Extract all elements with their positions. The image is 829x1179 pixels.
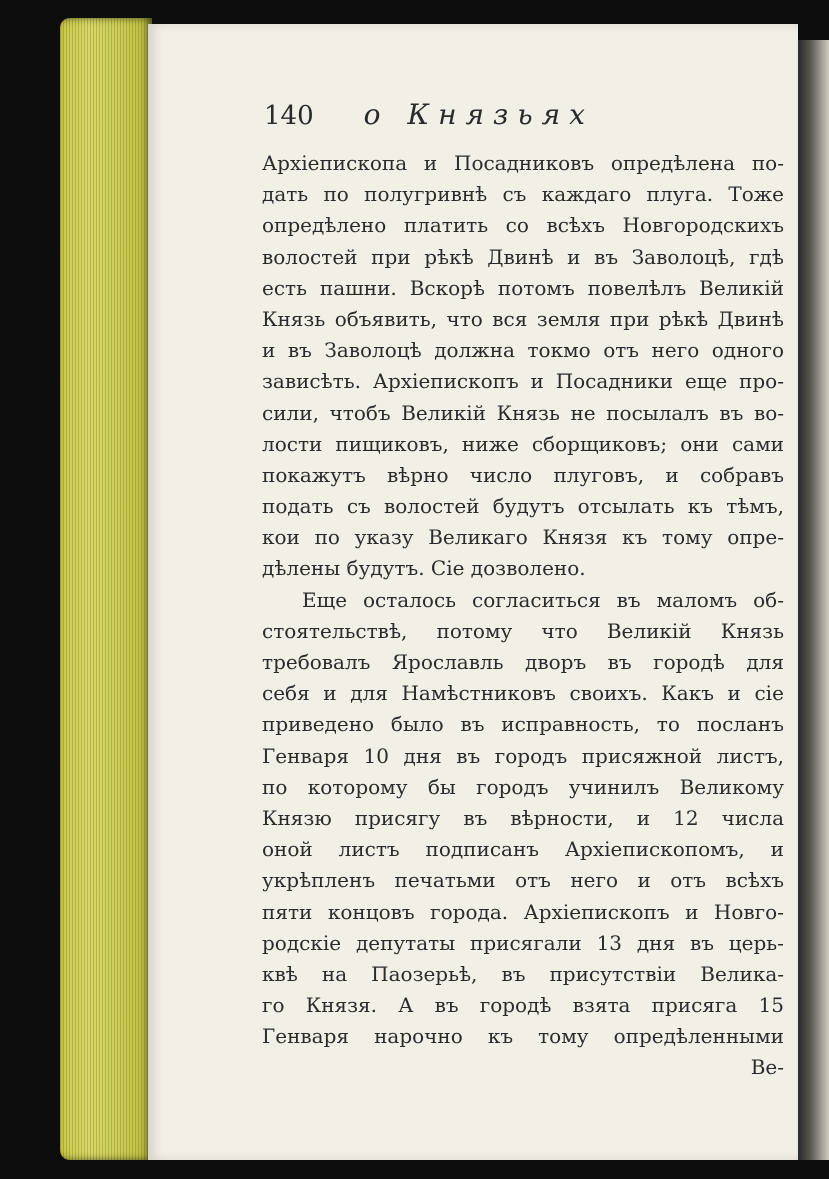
text-line: волостей при рѣкѣ Двинѣ и въ Заволоцѣ, гдѣ bbox=[262, 244, 784, 269]
text-line: оной листъ подписанъ Архiепископомъ, и bbox=[262, 837, 784, 862]
page-number: 140 bbox=[264, 101, 314, 131]
running-head: о Князьях bbox=[363, 98, 594, 131]
text-line: себя и для Намѣстниковъ своихъ. Какъ и сiе bbox=[262, 681, 784, 706]
text-line: дать по полугривнѣ съ каждаго плуга. Тоже bbox=[262, 182, 784, 207]
text-line: Еще осталось согласиться въ маломъ об- bbox=[302, 587, 784, 612]
text-line: приведено было въ исправность, то посланъ bbox=[262, 712, 784, 737]
text-line: подать съ волостей будутъ отсылать къ тѣмъ, bbox=[262, 494, 784, 519]
text-line: дѣлены будутъ. Сiе дозволено. bbox=[262, 556, 586, 581]
text-line: го Князя. А въ городѣ взята присяга 15 bbox=[262, 993, 784, 1018]
text-line: Князю присягу въ вѣрности, и 12 числа bbox=[262, 805, 784, 830]
text-line: опредѣлено платить со всѣхъ Новгородскихъ bbox=[262, 213, 784, 238]
text-line: зависѣть. Архiепископъ и Посадники еще про- bbox=[262, 369, 784, 394]
text-line: требовалъ Ярославль дворъ въ городѣ для bbox=[262, 650, 784, 674]
text-line: и въ Заволоцѣ должна токмо отъ него одного bbox=[262, 338, 784, 363]
text-line: кои по указу Великаго Князя къ тому опре- bbox=[262, 525, 784, 550]
body-text bbox=[262, 148, 784, 1084]
page-header bbox=[264, 98, 694, 131]
text-line: пяти концовъ города. Архiепископъ и Новго- bbox=[262, 899, 784, 924]
book-page-edges bbox=[60, 18, 152, 1160]
text-line: есть пашни. Вскорѣ потомъ повелѣлъ Великiй bbox=[262, 275, 784, 300]
text-line: Генваря нарочно къ тому опредѣленными bbox=[262, 1024, 784, 1049]
text-line: Ве- bbox=[750, 1055, 784, 1080]
text-line: по которому бы городъ учинилъ Великому bbox=[262, 774, 784, 799]
text-line: Князь объявить, что вся земля при рѣкѣ Двинѣ bbox=[262, 306, 784, 331]
text-line: стоятельствѣ, потому что Великiй Князь bbox=[262, 618, 784, 643]
text-line: лости пищиковъ, ниже сборщиковъ; они сами bbox=[262, 431, 784, 456]
next-page-edge bbox=[798, 40, 829, 1160]
text-line: родскiе депутаты присягали 13 дня въ церь- bbox=[262, 930, 784, 955]
text-line: Архiепископа и Посадниковъ опредѣлена по- bbox=[262, 151, 784, 175]
text-line: квѣ на Паозерьѣ, въ присутствiи Велика- bbox=[262, 961, 784, 986]
text-line: Генваря 10 дня въ городъ присяжной листъ, bbox=[262, 743, 784, 768]
text-line: укрѣпленъ печатьми отъ него и отъ всѣхъ bbox=[262, 868, 784, 893]
text-line: сили, чтобъ Великiй Князь не посылалъ въ во- bbox=[262, 400, 784, 425]
text-line: покажутъ вѣрно число плуговъ, и собравъ bbox=[262, 462, 784, 487]
